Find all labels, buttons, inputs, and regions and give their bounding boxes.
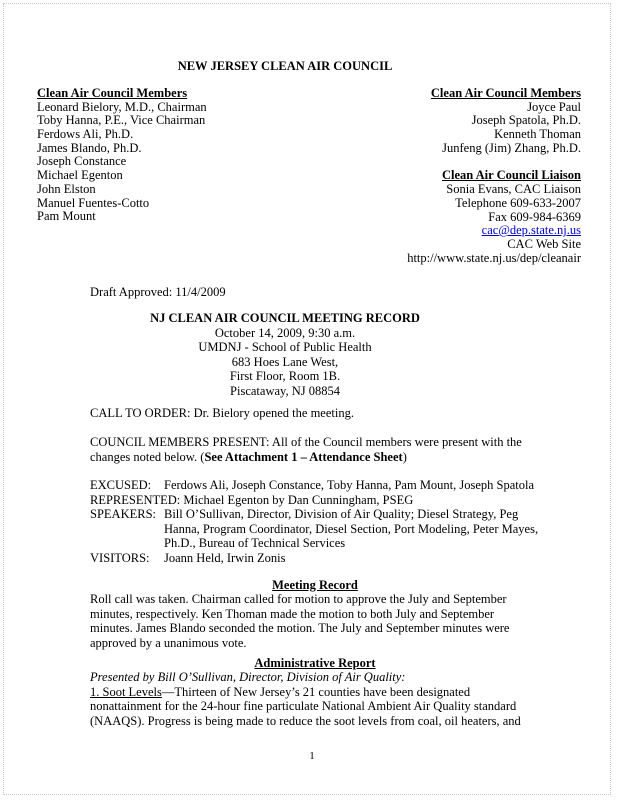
members-present-line: COUNCIL MEMBERS PRESENT: All of the Council members were present with the — [90, 435, 522, 449]
liaison-fax: Fax 609-984-6369 — [488, 209, 581, 224]
draft-approved: Draft Approved: 11/4/2009 — [90, 285, 226, 299]
liaison-email-link[interactable]: cac@dep.state.nj.us — [481, 223, 581, 238]
member-name: Junfeng (Jim) Zhang, Ph.D. — [442, 140, 581, 155]
member-name: Manuel Fuentes-Cotto — [37, 195, 150, 210]
meeting-record-paragraph — [90, 592, 530, 650]
member-name: Toby Hanna, P.E., Vice Chairman — [37, 113, 206, 128]
members-left-heading: Clean Air Council Members — [37, 86, 188, 100]
website-url: http://www.state.nj.us/dep/cleanair — [407, 250, 581, 265]
members-left-column — [37, 86, 207, 223]
excused-label: EXCUSED: — [90, 478, 152, 492]
administrative-report-paragraph — [90, 670, 530, 728]
speakers-line: Hanna, Program Coordinator, Diesel Section, Port Modeling, Peter Mayes, — [164, 521, 539, 536]
meeting-record-header — [0, 311, 570, 398]
meeting-venue: UMDNJ - School of Public Health — [198, 340, 372, 354]
speakers-line: Ph.D., Bureau of Technical Services — [164, 536, 346, 551]
report-line: nonattainment for the 24-hour fine particulate National Ambient Air Quality standard — [90, 699, 517, 714]
page-number: 1 — [309, 750, 315, 762]
member-name: Joseph Spatola, Ph.D. — [471, 113, 581, 128]
meeting-record-line: minutes. James Blando seconded the motion. The July and September minutes were — [90, 621, 510, 636]
speakers-label: SPEAKERS: — [90, 507, 156, 522]
members-right-column — [407, 86, 581, 264]
liaison-name: Sonia Evans, CAC Liaison — [446, 182, 581, 197]
member-name: Joyce Paul — [527, 99, 581, 114]
meeting-date: October 14, 2009, 9:30 a.m. — [214, 325, 356, 340]
meeting-address-line: Piscataway, NJ 08854 — [230, 383, 340, 398]
administrative-report-heading: Administrative Report — [254, 656, 376, 670]
meeting-record-line: approved by a unanimous vote. — [90, 635, 247, 650]
visitors-label: VISITORS: — [90, 550, 150, 565]
visitors-names: Joann Held, Irwin Zonis — [164, 550, 286, 565]
website-label: CAC Web Site — [507, 236, 581, 251]
presented-by: Presented by Bill O’Sullivan, Director, Division of Air Quality: — [90, 670, 406, 684]
meeting-record-line: minutes, respectively. Ken Thoman made the motion to both July and September — [90, 606, 495, 621]
member-name: Joseph Constance — [37, 154, 127, 169]
meeting-record-heading: Meeting Record — [272, 578, 358, 592]
attendance-block — [90, 478, 539, 566]
member-name: Michael Egenton — [37, 168, 123, 183]
report-line: (NAAQS). Progress is being made to reduce the soot levels from coal, oil heaters, and — [90, 713, 521, 728]
member-name: Leonard Bielory, M.D., Chairman — [37, 99, 207, 114]
member-name: James Blando, Ph.D. — [37, 140, 142, 155]
page-title: NEW JERSEY CLEAN AIR COUNCIL — [177, 59, 393, 73]
meeting-record-line: Roll call was taken. Chairman called for motion to approve the July and September — [90, 592, 507, 606]
liaison-heading: Clean Air Council Liaison — [441, 168, 581, 183]
members-present-text: changes noted below. ( — [90, 449, 205, 464]
liaison-telephone: Telephone 609-633-2007 — [455, 195, 581, 210]
members-right-heading: Clean Air Council Members — [430, 86, 581, 100]
member-name: John Elston — [37, 181, 96, 196]
soot-levels-label: 1. Soot Levels — [90, 684, 162, 699]
meeting-address-line: First Floor, Room 1B. — [229, 369, 341, 383]
member-name: Pam Mount — [37, 209, 96, 224]
represented-line: REPRESENTED: Michael Egenton by Dan Cunningham, PSEG — [90, 492, 414, 507]
excused-names: Ferdows Ali, Joseph Constance, Toby Hanna, Pam Mount, Joseph Spatola — [164, 478, 535, 492]
members-present-text: ) — [402, 449, 407, 464]
call-to-order: CALL TO ORDER: Dr. Bielory opened the meeting. — [90, 406, 354, 420]
member-name: Kenneth Thoman — [494, 127, 581, 142]
report-text: —Thirteen of New Jersey’s 21 counties have been designated — [161, 684, 471, 699]
meeting-record-title: NJ CLEAN AIR COUNCIL MEETING RECORD — [150, 311, 420, 325]
meeting-address-line: 683 Hoes Lane West, — [231, 354, 339, 369]
speakers-line: Bill O’Sullivan, Director, Division of Air Quality; Diesel Strategy, Peg — [164, 507, 519, 522]
attachment-reference: See Attachment 1 – Attendance Sheet — [204, 449, 403, 464]
members-present-paragraph — [90, 435, 530, 464]
member-name: Ferdows Ali, Ph.D. — [37, 127, 134, 142]
